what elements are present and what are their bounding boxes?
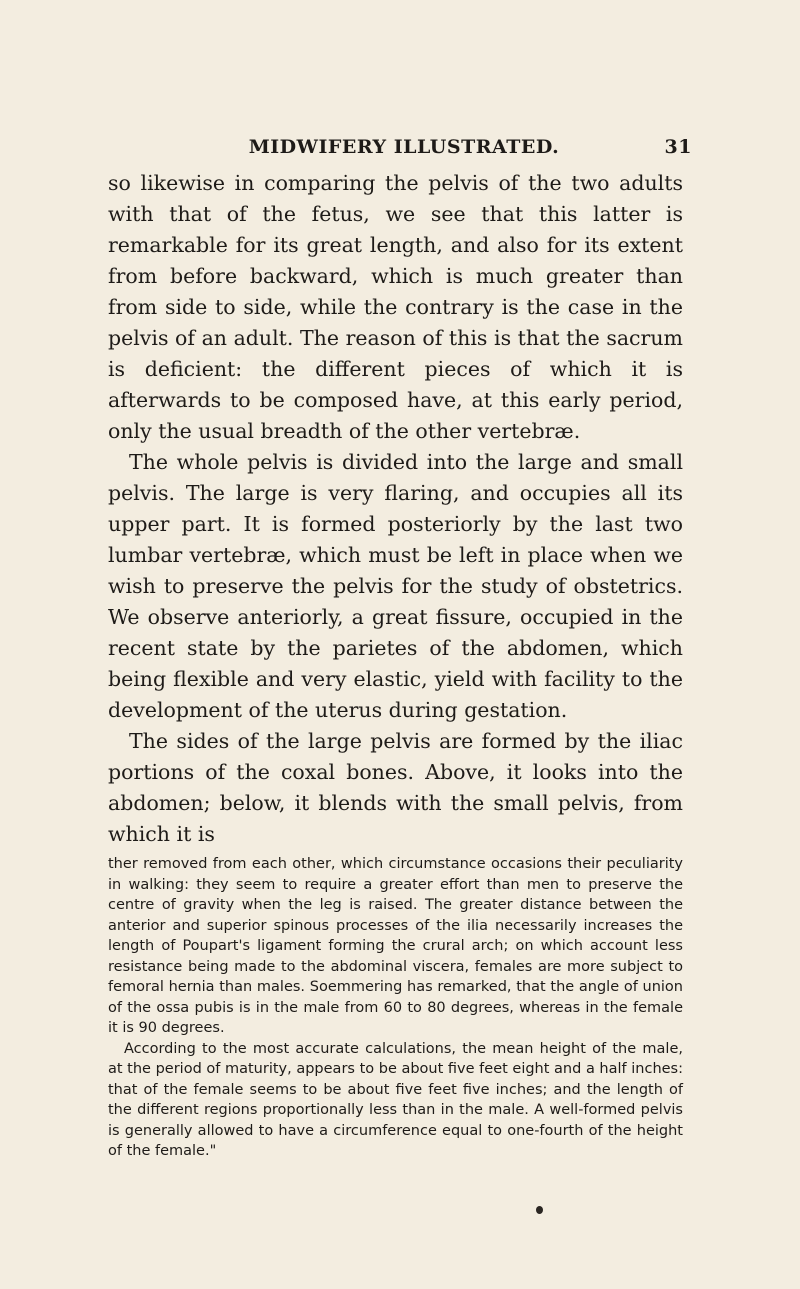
footnote-paragraph: According to the most accurate calculations, the mean height of the male, at the period of maturity, appears to be about five feet eight and a half inches: that of the female seems to be about five feet five inches; and the length of the different regions proportionally less than in the male. A well-formed pelvis is generally allowed to have a circumference equal to one-fourth of the height of the female.": [108, 1040, 683, 1159]
footnote: [108, 854, 683, 1162]
main-text: [108, 168, 683, 850]
running-head: MIDWIFERY ILLUSTRATED.: [248, 136, 560, 158]
body-paragraph: The sides of the large pelvis are formed by the iliac portions of the coxal bones. Above, it looks into the abdomen; below, it blends with the small pelvis, from which it is: [108, 729, 683, 846]
body-paragraph: The whole pelvis is divided into the large and small pelvis. The large is very flaring, and occupies all its upper part. It is formed posteriorly by the last two lumbar vertebræ, which must be left in place when we wish to preserve the pelvis for the study of obstetrics. We observe anteriorly, a great fissure, occupied in the recent state by the parietes of the abdomen, which being flexible and very elastic, yield with facility to the development of the uterus during gestation.: [108, 450, 683, 722]
footnote-paragraph: ther removed from each other, which circumstance occasions their peculiarity in walking: they seem to require a greater effort than men to preserve the centre of gravity when the leg is raised. The greater distance between the anterior and superior spinous processes of the ilia necessarily increases the length of Poupart's ligament forming the crural arch; on which account less resistance being made to the abdominal viscera, females are more subject to femoral hernia than males. Soemmering has remarked, that the angle of union of the ossa pubis is in the male from 60 to 80 degrees, whereas in the female it is 90 degrees.: [108, 856, 683, 1036]
body-paragraph: so likewise in comparing the pelvis of the two adults with that of the fetus, we see that this latter is remarkable for its great length, and also for its extent from before backward, which is much greater than from side to side, while the contrary is the case in the pelvis of an adult. The reason of this is that the sacrum is deficient: the different pieces of which it is afterwards to be composed have, at this early period, only the usual breadth of the other vertebræ.: [108, 171, 683, 443]
ink-spot: [536, 1206, 543, 1214]
page-number: 31: [664, 136, 692, 158]
page-header: [108, 136, 700, 164]
